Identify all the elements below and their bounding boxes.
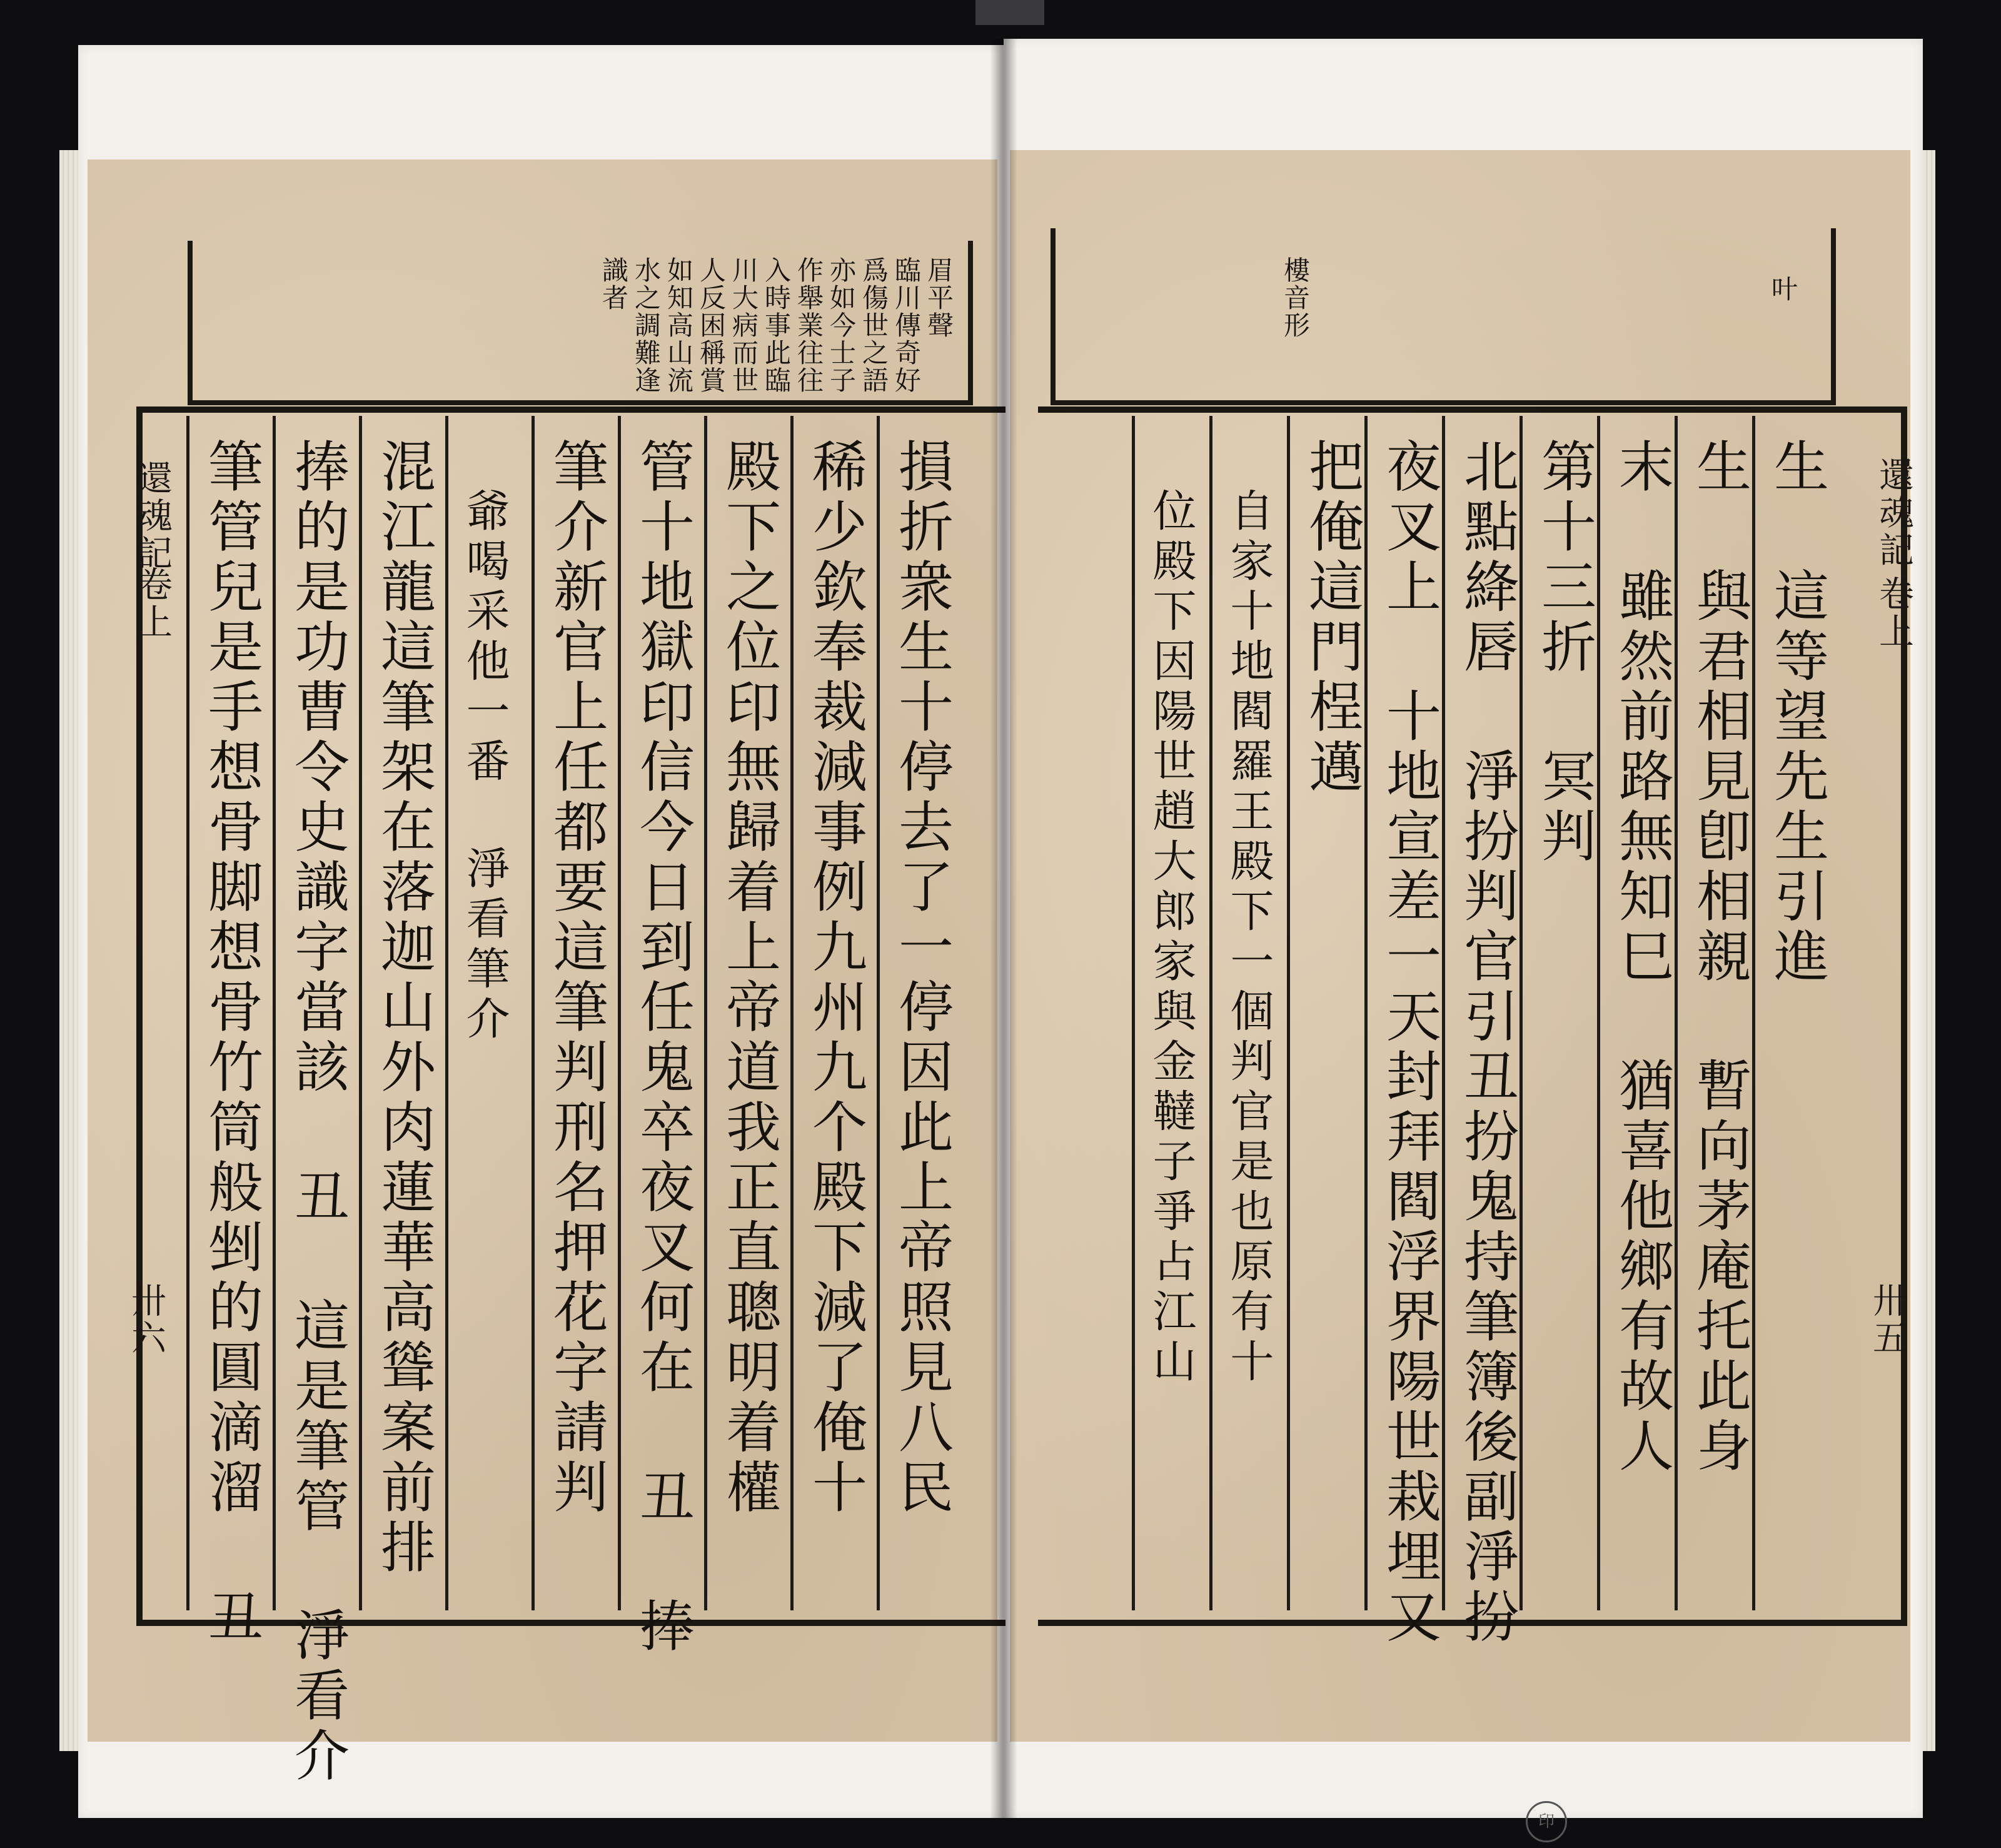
left-header-note-line: 亦如今士子 xyxy=(826,256,857,394)
left-header-note-line: 入時事此臨 xyxy=(761,256,792,394)
left-header-note-line: 水之調難逢 xyxy=(631,256,662,394)
left-page-text-column: 管十地獄印信今日到任鬼卒夜叉何在 丑 捧 xyxy=(631,438,695,1657)
left-page-column-rule xyxy=(704,416,707,1610)
right-page-column-rule xyxy=(1364,416,1368,1610)
left-margin-juan: 卷上 xyxy=(132,566,173,641)
left-page-text-column: 爺喝采他一番 淨看筆介 xyxy=(459,488,510,1046)
left-page-text-column: 筆介新官上任都要這筆判刑名押花字請判 xyxy=(545,438,609,1518)
left-margin-page: 卅六 xyxy=(126,1282,166,1357)
left-page-text-column: 損折衆生十停去了一停因此上帝照見八民 xyxy=(890,438,954,1518)
right-page-column-rule xyxy=(1597,416,1600,1610)
right-page-text-column: 自家十地閻羅王殿下一個判官是也原有十 xyxy=(1223,488,1274,1388)
right-page-text-column: 生 這等望先生引進 xyxy=(1765,438,1830,987)
right-page-column-rule xyxy=(1132,416,1135,1610)
left-header-note-line: 眉平聲 xyxy=(924,256,954,339)
right-margin-page: 卅五 xyxy=(1867,1282,1908,1357)
left-header-note-line: 如知高山流 xyxy=(663,256,694,394)
left-header-note-line: 爲傷世之語 xyxy=(859,256,889,394)
right-margin-juan: 卷上 xyxy=(1873,575,1914,650)
left-header-note-line: 作舉業往往 xyxy=(794,256,824,394)
left-page-column-rule xyxy=(359,416,362,1610)
right-page-column-rule xyxy=(1675,416,1678,1610)
left-header-note-line: 臨川傳奇好 xyxy=(891,256,922,394)
right-page-text-column: 末 雖然前路無知巳 猶喜他鄉有故人 xyxy=(1610,438,1675,1477)
left-header-note-line: 識者 xyxy=(598,256,629,311)
right-header-box xyxy=(1051,228,1836,405)
left-page-column-rule xyxy=(790,416,794,1610)
right-page-text-column: 第十三折 冥判 xyxy=(1533,438,1597,867)
right-page-text-column: 北點絳唇 淨扮判官引丑扮鬼持筆簿後副淨扮 xyxy=(1455,438,1520,1648)
right-page-column-rule xyxy=(1209,416,1212,1610)
right-margin-title: 還魂記 xyxy=(1873,457,1914,569)
right-page-text-column: 生 與君相見卽相親 暫向茅庵托此身 xyxy=(1688,438,1752,1477)
book-gutter xyxy=(990,39,1017,1818)
left-header-note-line: 川大病而世 xyxy=(728,256,759,394)
left-page-text-column: 殿下之位印無歸着上帝道我正直聰明着權 xyxy=(717,438,782,1518)
right-page-text-column: 夜叉上 十地宣差一天封拜閻浮界陽世栽埋又 xyxy=(1378,438,1442,1648)
left-page-column-rule xyxy=(618,416,621,1610)
left-page-column-rule xyxy=(445,416,448,1610)
left-page-text-column: 稀少欽奉裁減事例九州九个殿下減了俺十 xyxy=(804,438,868,1518)
library-seal: 印 xyxy=(1526,1801,1567,1842)
book-spine xyxy=(975,0,1044,25)
left-header-note-line: 人反困稱賞 xyxy=(696,256,727,394)
right-page-column-rule xyxy=(1752,416,1755,1610)
left-page-text-column: 混江龍這筆架在落迦山外肉蓮華高聳案前排 xyxy=(372,438,436,1578)
left-margin-title: 還魂記 xyxy=(132,460,173,572)
right-header-note-1: 叶 xyxy=(1768,275,1798,303)
right-header-note-2: 樓音形 xyxy=(1280,256,1311,339)
left-page-column-rule xyxy=(532,416,535,1610)
left-page-text-column: 筆管兒是手想骨脚想骨竹筒般剉的圓滴溜 丑 xyxy=(199,438,264,1648)
right-page-column-rule xyxy=(1287,416,1290,1610)
left-page-column-rule xyxy=(186,416,189,1610)
right-page-text-column: 把俺這門桯邁 xyxy=(1300,438,1364,798)
left-page-text-column: 捧的是功曹令史識字當該 丑 這是筆管 淨看介 xyxy=(286,438,350,1787)
right-page-column-rule xyxy=(1520,416,1523,1610)
right-page-text-column: 位殿下因陽世趙大郎家與金韃子爭占江山 xyxy=(1146,488,1197,1388)
right-page-column-rule xyxy=(1442,416,1445,1610)
left-page-column-rule xyxy=(877,416,880,1610)
left-page-column-rule xyxy=(273,416,276,1610)
